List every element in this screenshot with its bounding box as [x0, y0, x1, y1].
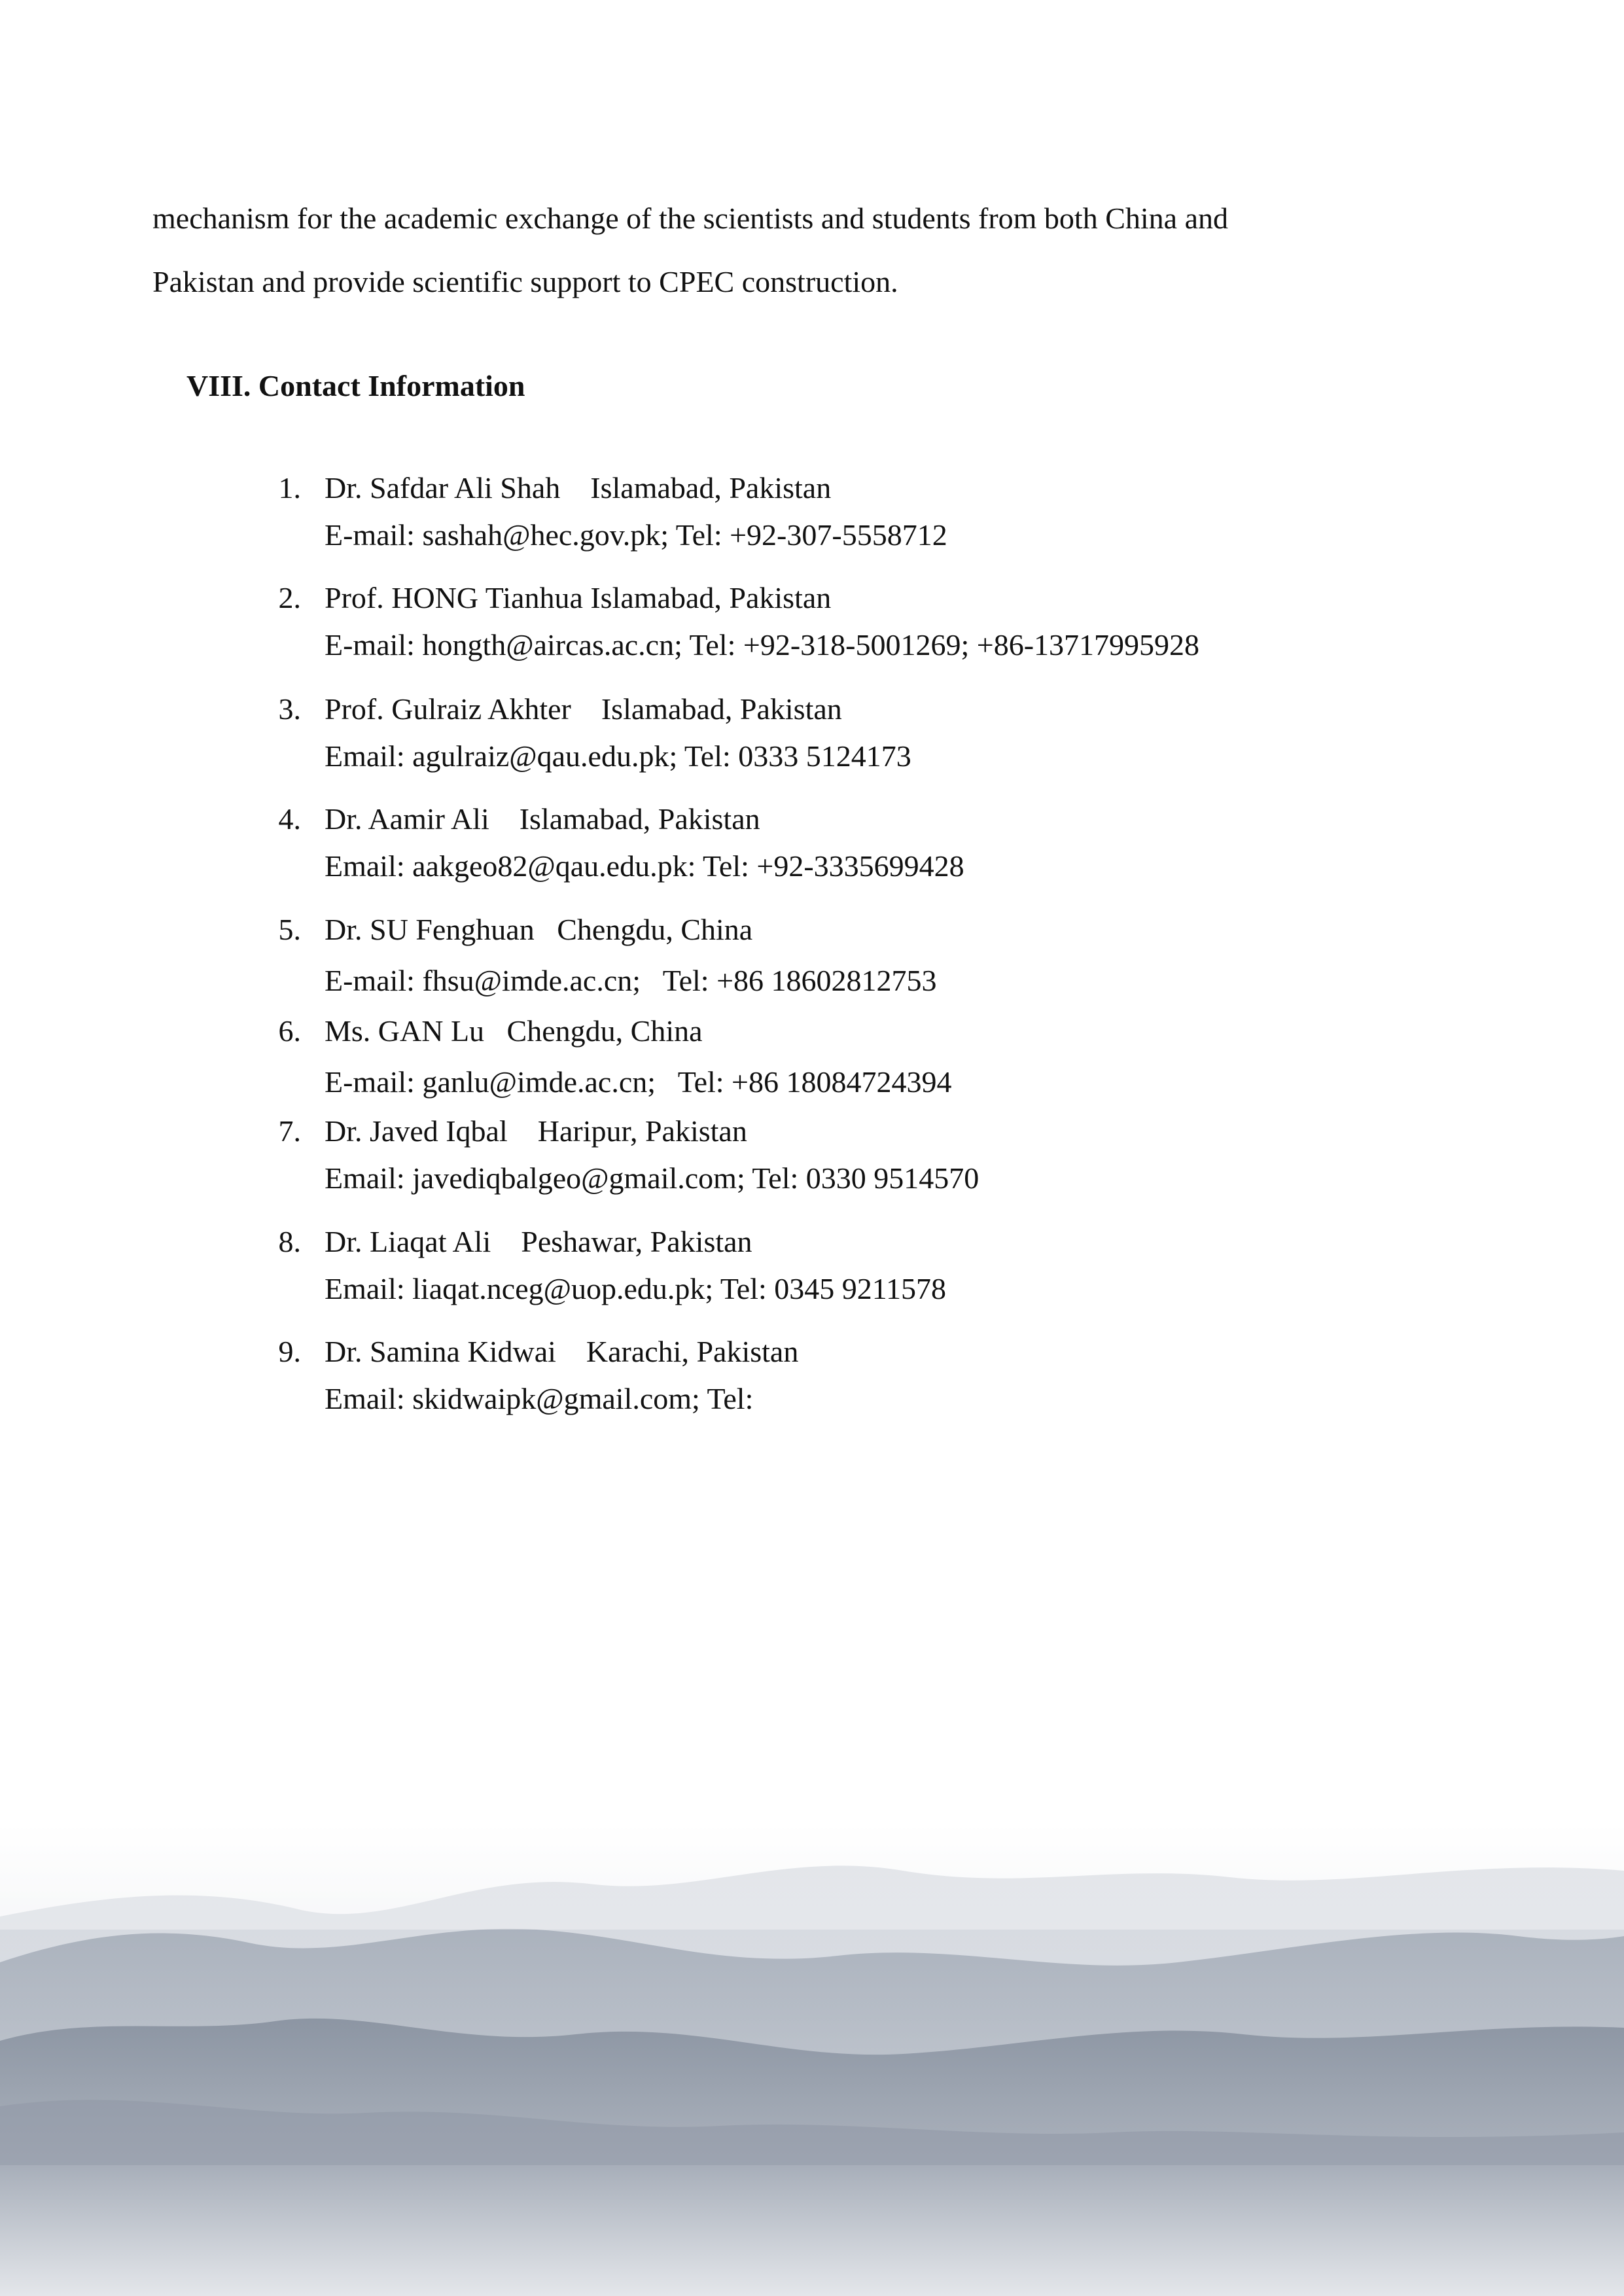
contact-number: 1.: [278, 471, 301, 504]
contact-name-line: Prof. Gulraiz Akhter Islamabad, Pakistan: [325, 692, 842, 726]
contact-name-line: Dr. Liaqat Ali Peshawar, Pakistan: [325, 1225, 752, 1258]
contact-item: [262, 1008, 1505, 1106]
intro-paragraph: [152, 186, 1527, 313]
contact-number: 3.: [278, 692, 301, 726]
contact-name-line: Dr. Samina Kidwai Karachi, Pakistan: [325, 1335, 799, 1368]
contact-name-line: Dr. Safdar Ali Shah Islamabad, Pakistan: [325, 471, 832, 504]
contact-details-line: Email: liaqat.nceg@uop.edu.pk; Tel: 0345 9211578: [325, 1272, 947, 1305]
contact-item: [262, 1108, 1505, 1202]
contact-name-line: Dr. Javed Iqbal Haripur, Pakistan: [325, 1114, 747, 1148]
contact-item: [262, 796, 1505, 890]
contact-details-line: E-mail: fhsu@imde.ac.cn; Tel: +86 18602812753: [325, 964, 937, 997]
contact-name-line: Ms. GAN Lu Chengdu, China: [325, 1014, 703, 1048]
contact-item: [262, 1328, 1505, 1422]
contact-details-line: E-mail: ganlu@imde.ac.cn; Tel: +86 18084724394: [325, 1065, 952, 1099]
lake-water: [0, 2165, 1624, 2296]
contact-details-line: E-mail: sashah@hec.gov.pk; Tel: +92-307-5558712: [325, 518, 947, 552]
contact-item: [262, 465, 1505, 559]
contact-details-line: Email: aakgeo82@qau.edu.pk: Tel: +92-3335699428: [325, 849, 964, 883]
contact-number: 8.: [278, 1225, 301, 1258]
contact-details-line: E-mail: hongth@aircas.ac.cn; Tel: +92-318-5001269; +86-13717995928: [325, 628, 1200, 662]
intro-line-1: mechanism for the academic exchange of the scientists and students from both China and: [152, 202, 1229, 235]
intro-line-2: Pakistan and provide scientific support to CPEC construction.: [152, 265, 898, 298]
mountain-landscape-illustration: [0, 1825, 1624, 2296]
contact-details-line: Email: agulraiz@qau.edu.pk; Tel: 0333 5124173: [325, 739, 911, 773]
contact-number: 6.: [278, 1014, 301, 1048]
contact-details-line: Email: javediqbalgeo@gmail.com; Tel: 0330 9514570: [325, 1161, 980, 1195]
contact-details-line: Email: skidwaipk@gmail.com; Tel:: [325, 1382, 754, 1415]
contact-name-line: Prof. HONG Tianhua Islamabad, Pakistan: [325, 581, 832, 614]
contact-number: 4.: [278, 802, 301, 836]
contact-number: 5.: [278, 913, 301, 946]
mist-overlay: [0, 1825, 1624, 1930]
contact-item: [262, 1218, 1505, 1313]
contact-number: 7.: [278, 1114, 301, 1148]
section-heading: VIII. Contact Information: [186, 369, 525, 402]
contact-name-line: Dr. SU Fenghuan Chengdu, China: [325, 913, 753, 946]
contact-name-line: Dr. Aamir Ali Islamabad, Pakistan: [325, 802, 760, 836]
contact-item: [262, 686, 1505, 780]
contact-number: 9.: [278, 1335, 301, 1368]
contact-number: 2.: [278, 581, 301, 614]
contact-item: [262, 574, 1505, 669]
contact-item: [262, 906, 1505, 1004]
